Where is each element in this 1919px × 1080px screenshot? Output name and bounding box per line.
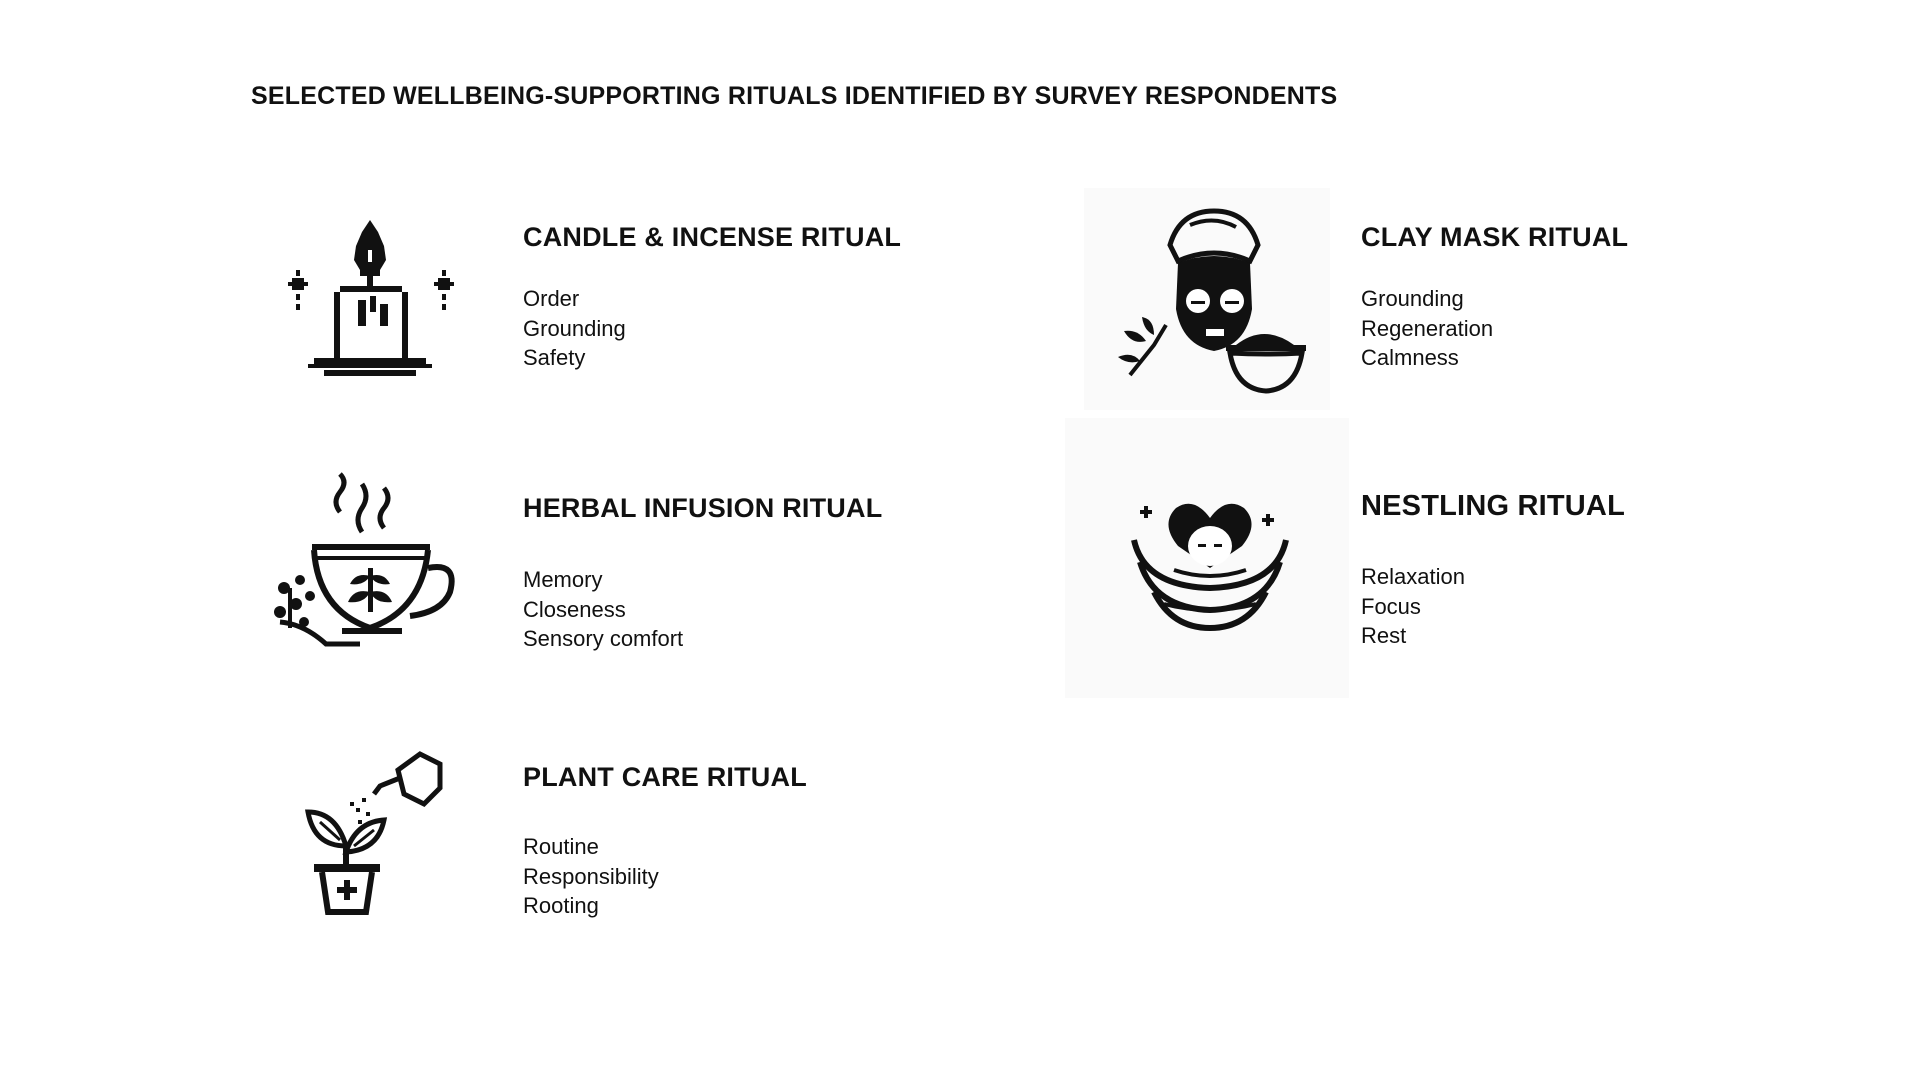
quality-item: Calmness [1361,345,1459,370]
page-title: SELECTED WELLBEING-SUPPORTING RITUALS IDENTIFIED BY SURVEY RESPONDENTS [251,82,1338,110]
quality-item: Rooting [523,893,599,918]
quality-item: Closeness [523,596,626,622]
ritual-qualities [1361,284,1493,373]
clay-mask-face-icon [1110,205,1320,395]
ritual-qualities [1361,562,1465,651]
ritual-name: NESTLING RITUAL [1361,490,1625,522]
nestling-icon [1124,496,1294,636]
quality-item: Regeneration [1361,315,1494,341]
plant-watering-icon [300,750,450,925]
ritual-qualities [523,284,626,373]
quality-item: Grounding [1361,286,1464,311]
herbal-tea-cup-icon [270,472,460,652]
ritual-name: CLAY MASK RITUAL [1361,222,1629,252]
quality-item: Order [523,286,580,311]
quality-item: Relaxation [1361,564,1465,589]
quality-item: Responsibility [523,863,659,889]
candle-icon [270,210,470,380]
quality-item: Rest [1361,623,1407,648]
ritual-name: HERBAL INFUSION RITUAL [523,493,883,523]
quality-item: Routine [523,834,599,859]
ritual-qualities [523,565,683,654]
quality-item: Sensory comfort [523,626,684,651]
quality-item: Memory [523,567,603,592]
quality-item: Focus [1361,593,1421,619]
ritual-name: PLANT CARE RITUAL [523,762,807,792]
quality-item: Safety [523,345,586,370]
ritual-name: CANDLE & INCENSE RITUAL [523,222,902,252]
ritual-qualities [523,832,659,921]
quality-item: Grounding [523,315,626,341]
